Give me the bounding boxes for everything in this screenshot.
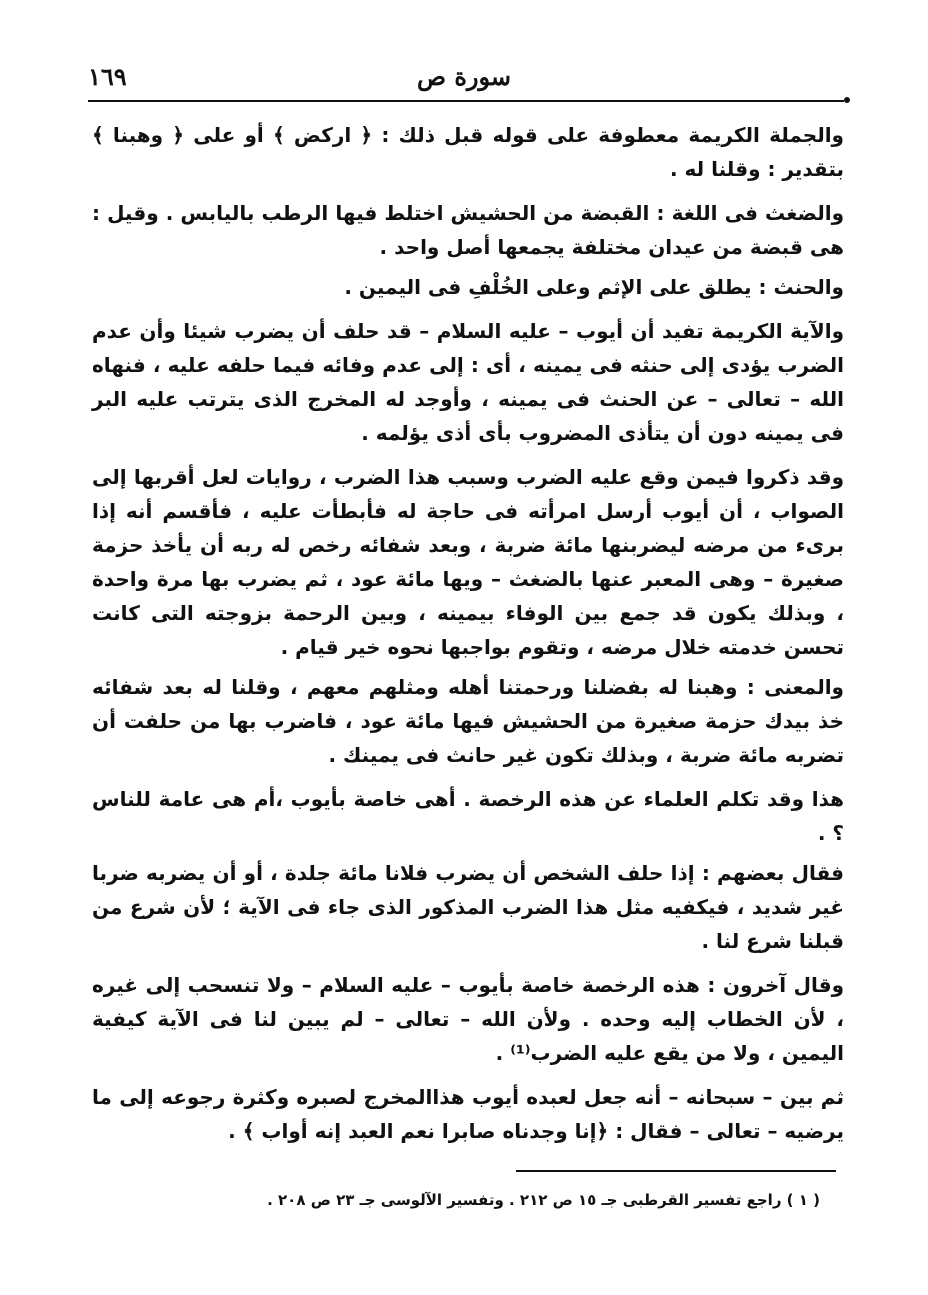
footnote-divider (516, 1170, 836, 1172)
page-header (88, 62, 840, 96)
header-divider (88, 100, 844, 102)
header-dot-ornament (844, 97, 850, 103)
paragraph-hinth-definition: والحنث : يطلق على الإثم وعلى الخُلْفِ فى اليمين . (344, 275, 844, 299)
paragraph-scholars-question: هذا وقد تكلم العلماء عن هذه الرخصة . أهى خاصة بأيوب ،أم هى عامة للناس ؟ . (92, 787, 844, 845)
footnote: ( ١ ) راجع تفسير القرطبى جـ ١٥ ص ٢١٢ . وتفسير الآلوسى جـ ٢٣ ص ٢٠٨ . (267, 1191, 820, 1209)
page-number: ١٦٩ (88, 62, 127, 91)
surah-title: سورة ص (416, 62, 512, 91)
paragraph-verse-meaning: والآية الكريمة تفيد أن أيوب – عليه السلام – قد حلف أن يضرب شيئا وأن عدم الضرب يؤدى إلى حنثه فى يمينه ، أى : إلى عدم وفائه فيما حلفه عليه ، فنهاه الله – تعالى – عن الحنث فى يمينه ، وأوجد له المخرج الذى يترتب عليه البر فى يمينه دون أن يتأذى المضروب بأى أذى يؤلمه . (92, 319, 844, 445)
paragraph-conjunction: والجملة الكريمة معطوفة على قوله قبل ذلك : ﴿ اركض ﴾ أو على ﴿ وهبنا ﴾ بتقدير : وقلنا له . (92, 123, 844, 181)
paragraph-first-opinion: فقال بعضهم : إذا حلف الشخص أن يضرب فلانا مائة جلدة ، أو أن يضربه ضربا غير شديد ، فيكفيه مثل هذا الضرب المذكور الذى جاء فى الآية ؛ لأن شرع من قبلنا شرع لنا . (92, 861, 844, 953)
paragraph-narrations: وقد ذكروا فيمن وقع عليه الضرب وسبب هذا الضرب ، روايات لعل أقربها إلى الصواب ، أن أيوب أرسل امرأته فى حاجة له فأبطأت عليه ، فأقسم أنه إذا برىء من مرضه ليضربنها مائة ضربة ، وبعد شفائه رخص له ربه أن يأخذ حزمة صغيرة – وهى المعبر عنها بالضغث – ويها مائة عود ، ثم يضرب بها مرة واحدة ، وبذلك يكون قد جمع بين الوفاء بيمينه ، وبين الرحمة بزوجته التى كانت تحسن خدمته خلال مرضه ، وتقوم بواجبها نحوه خير قيام . (92, 465, 844, 659)
main-text (92, 118, 844, 1154)
paragraph-second-opinion: وقال آخرون : هذه الرخصة خاصة بأيوب – عليه السلام – ولا تنسحب إلى غيره ، لأن الخطاب إليه وحده . ولأن الله – تعالى – لم يبين لنا فى الآية كيفية اليمين ، ولا من يقع عليه الضرب⁽¹⁾ . (92, 973, 844, 1065)
paragraph-dighth-definition: والضغث فى اللغة : القبضة من الحشيش اختلط فيها الرطب باليابس . وقيل : هى قبضة من عيدان مختلفة يجمعها أصل واحد . (92, 201, 844, 259)
paragraph-conclusion: ثم بين – سبحانه – أنه جعل لعبده أيوب هذاالمخرج لصبره وكثرة رجوعه إلى ما يرضيه – تعالى – فقال : ﴿إنا وجدناه صابرا نعم العبد إنه أواب ﴾ . (92, 1085, 844, 1143)
paragraph-meaning: والمعنى : وهبنا له بفضلنا ورحمتنا أهله ومثلهم معهم ، وقلنا له بعد شفائه خذ بيدك حزمة صغيرة من الحشيش فيها مائة عود ، فاضرب بها من حلفت أن تضربه مائة ضربة ، وبذلك تكون غير حانث فى يمينك . (92, 675, 844, 767)
